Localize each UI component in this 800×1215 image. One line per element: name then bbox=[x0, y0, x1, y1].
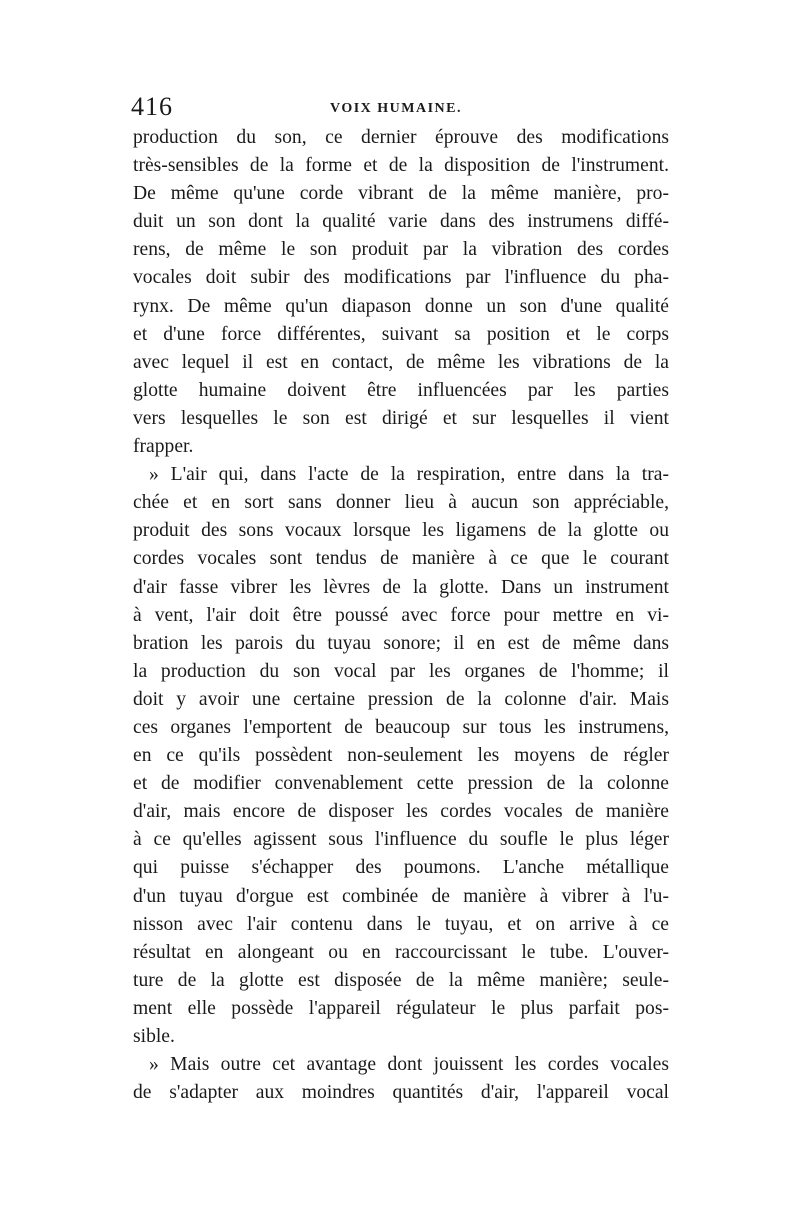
text-line: nisson avec l'air contenu dans le tuyau, et on arrive à ce bbox=[133, 913, 669, 935]
text-line: à ce qu'elles agissent sous l'influence du soufle le plus léger bbox=[133, 829, 669, 851]
text-line: d'air fasse vibrer les lèvres de la glotte. Dans un instrument bbox=[133, 576, 669, 598]
text-line: la production du son vocal par les organes de l'homme; il bbox=[133, 660, 669, 682]
text-line: produit des sons vocaux lorsque les ligamens de la glotte ou bbox=[133, 520, 669, 542]
paragraph-start-line: » L'air qui, dans l'acte de la respiration, entre dans la tra- bbox=[149, 464, 669, 486]
text-line: duit un son dont la qualité varie dans des instrumens diffé- bbox=[133, 211, 669, 233]
text-line: et de modifier convenablement cette pression de la colonne bbox=[133, 773, 669, 795]
text-line: bration les parois du tuyau sonore; il en est de même dans bbox=[133, 632, 669, 654]
paragraph-start-line: » Mais outre cet avantage dont jouissent les cordes vocales bbox=[149, 1054, 669, 1076]
text-line: ture de la glotte est disposée de la même manière; seule- bbox=[133, 969, 669, 991]
text-line: rens, de même le son produit par la vibration des cordes bbox=[133, 239, 669, 261]
page-number: 416 bbox=[131, 92, 173, 121]
text-line: doit y avoir une certaine pression de la colonne d'air. Mais bbox=[133, 688, 669, 710]
text-line: De même qu'une corde vibrant de la même manière, pro- bbox=[133, 183, 669, 205]
text-line: sible. bbox=[133, 1026, 175, 1047]
text-line: production du son, ce dernier éprouve des modifications bbox=[133, 127, 669, 148]
text-line: d'air, mais encore de disposer les cordes vocales de manière bbox=[133, 801, 669, 823]
text-line: frapper. bbox=[133, 436, 194, 458]
text-line: cordes vocales sont tendus de manière à ce que le courant bbox=[133, 548, 669, 570]
text-line: glotte humaine doivent être influencées par les parties bbox=[133, 379, 669, 401]
running-head: VOIX HUMAINE. bbox=[330, 101, 462, 116]
text-line: rynx. De même qu'un diapason donne un son d'une qualité bbox=[133, 295, 669, 317]
body-text bbox=[133, 124, 669, 1107]
text-line: et d'une force différentes, suivant sa position et le corps bbox=[133, 323, 669, 345]
text-line: vocales doit subir des modifications par l'influence du pha- bbox=[133, 267, 669, 289]
text-line: de s'adapter aux moindres quantités d'air, l'appareil vocal bbox=[133, 1082, 669, 1104]
text-line: chée et en sort sans donner lieu à aucun son appréciable, bbox=[133, 492, 669, 514]
text-line: en ce qu'ils possèdent non-seulement les moyens de régler bbox=[133, 745, 669, 767]
text-line: vers lesquelles le son est dirigé et sur lesquelles il vient bbox=[133, 407, 669, 429]
text-line: avec lequel il est en contact, de même les vibrations de la bbox=[133, 351, 669, 373]
text-line: ces organes l'emportent de beaucoup sur tous les instrumens, bbox=[133, 716, 669, 738]
text-line: à vent, l'air doit être poussé avec force pour mettre en vi- bbox=[133, 604, 669, 626]
text-line: ment elle possède l'appareil régulateur le plus parfait pos- bbox=[133, 997, 669, 1019]
text-line: d'un tuyau d'orgue est combinée de manière à vibrer à l'u- bbox=[133, 885, 669, 907]
text-line: qui puisse s'échapper des poumons. L'anche métallique bbox=[133, 857, 669, 879]
text-line: résultat en alongeant ou en raccourcissant le tube. L'ouver- bbox=[133, 941, 669, 963]
text-line: très-sensibles de la forme et de la disposition de l'instrument. bbox=[133, 155, 669, 177]
